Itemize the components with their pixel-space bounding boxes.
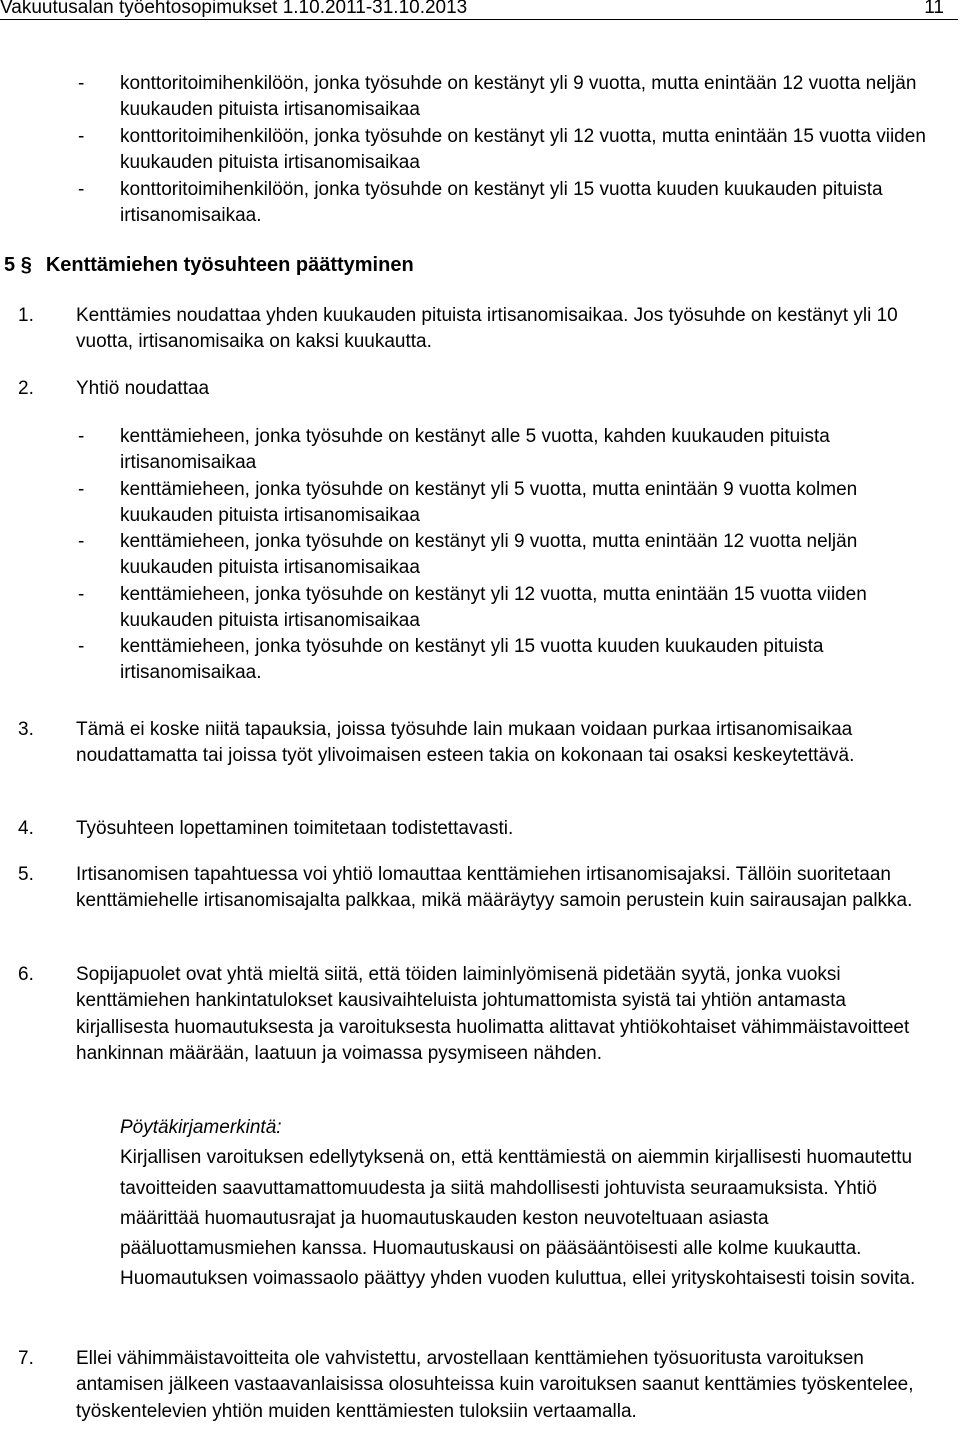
list-item bbox=[78, 477, 948, 530]
header-divider bbox=[0, 19, 958, 20]
list-dash: - bbox=[78, 531, 85, 552]
numbered-item bbox=[18, 1346, 938, 1425]
document-header-title: Vakuutusalan työehtosopimukset 1.10.2011-31.10.2013 bbox=[0, 0, 468, 18]
list-item-text: kenttämieheen, jonka työsuhde on kestänyt yli 12 vuotta, mutta enintään 15 vuotta viiden kuukauden pituista irtisanomisaikaa bbox=[120, 584, 867, 632]
list-item-text: konttoritoimihenkilöön, jonka työsuhde on kestänyt yli 15 vuotta kuuden kuukauden pituista irtisanomisaikaa. bbox=[120, 179, 883, 227]
item-text: Kenttämies noudattaa yhden kuukauden pituista irtisanomisaikaa. Jos työsuhde on kestänyt yli 10 vuotta, irtisanomisaika on kaksi kuukautta. bbox=[76, 305, 898, 353]
numbered-item bbox=[18, 717, 938, 770]
list-item bbox=[78, 634, 948, 687]
section-title: Kenttämiehen työsuhteen päättyminen bbox=[45, 254, 414, 276]
list-item bbox=[78, 582, 948, 635]
list-dash: - bbox=[78, 426, 85, 447]
item-text: Ellei vähimmäistavoitteita ole vahvistettu, arvostellaan kenttämiehen työsuoritusta varoituksen antamisen jälkeen vastaavanlaisissa olosuhteissa kuin varoituksen saanut kenttämies työskentelee, työskentelevien yhtiön muiden kenttämiesten tuloksiin vertaamalla. bbox=[76, 1348, 914, 1422]
list-item-text: kenttämieheen, jonka työsuhde on kestänyt yli 9 vuotta, mutta enintään 12 vuotta neljän kuukauden pituista irtisanomisaikaa bbox=[120, 531, 858, 579]
list-item-text: kenttämieheen, jonka työsuhde on kestänyt yli 15 vuotta kuuden kuukauden pituista irtisanomisaikaa. bbox=[120, 636, 824, 684]
note-text: Kirjallisen varoituksen edellytyksenä on, että kenttämiestä on aiemmin kirjallisesti huomautettu tavoitteiden saavuttamattomuudesta ja siitä mahdollisesti johtuvista seuraamuksista. Yhtiö määrittää huomautusrajat ja huomautuskauden keston neuvoteltuaan asiasta pääluottamusmiehen kanssa. Huomautuskausi on pääsääntöisesti alle kolme kuukautta. Huomautuksen voimassaolo päättyy yhden vuoden kuluttua, ellei yrityskohtaisesti toisin sovita. bbox=[120, 1147, 916, 1290]
item-number: 6. bbox=[18, 964, 34, 985]
list-item bbox=[78, 424, 948, 477]
protocol-note bbox=[120, 1113, 940, 1295]
section-symbol: § bbox=[20, 254, 32, 276]
list-item-text: kenttämieheen, jonka työsuhde on kestänyt yli 5 vuotta, mutta enintään 9 vuotta kolmen kuukauden pituista irtisanomisaikaa bbox=[120, 479, 858, 527]
note-title: Pöytäkirjamerkintä: bbox=[120, 1117, 282, 1138]
page-number: 11 bbox=[924, 0, 944, 18]
item-number: 4. bbox=[18, 818, 34, 839]
list-dash: - bbox=[78, 584, 85, 605]
item-number: 3. bbox=[18, 719, 34, 740]
section-heading bbox=[4, 252, 414, 278]
numbered-item bbox=[18, 376, 938, 402]
list-item bbox=[78, 177, 948, 230]
list-item bbox=[78, 71, 948, 124]
list-item bbox=[78, 529, 948, 582]
numbered-item bbox=[18, 303, 938, 356]
list-dash: - bbox=[78, 73, 85, 94]
numbered-item bbox=[18, 962, 938, 1067]
item-text: Yhtiö noudattaa bbox=[76, 378, 210, 399]
numbered-item bbox=[18, 816, 938, 842]
item-text: Tämä ei koske niitä tapauksia, joissa työsuhde lain mukaan voidaan purkaa irtisanomisaikaa noudattamatta tai joissa työt ylivoimaisen esteen takia on kokonaan tai osaksi keskeytettävä. bbox=[76, 719, 855, 767]
item-number: 7. bbox=[18, 1348, 34, 1369]
list-dash: - bbox=[78, 636, 85, 657]
list-dash: - bbox=[78, 479, 85, 500]
item-text: Irtisanomisen tapahtuessa voi yhtiö lomauttaa kenttämiehen irtisanomisajaksi. Tällöin suoritetaan kenttämiehelle irtisanomisajalta palkkaa, mikä määräytyy samoin perustein kuin sairausajan palkka. bbox=[76, 864, 913, 912]
item-number: 2. bbox=[18, 378, 34, 399]
item-number: 1. bbox=[18, 305, 34, 326]
list-item-text: kenttämieheen, jonka työsuhde on kestänyt alle 5 vuotta, kahden kuukauden pituista irtisanomisaikaa bbox=[120, 426, 830, 474]
section-number: 5 bbox=[4, 254, 16, 276]
list-item-text: konttoritoimihenkilöön, jonka työsuhde on kestänyt yli 12 vuotta, mutta enintään 15 vuotta viiden kuukauden pituista irtisanomisaikaa bbox=[120, 126, 926, 174]
list-dash: - bbox=[78, 126, 85, 147]
item-text: Työsuhteen lopettaminen toimitetaan todistettavasti. bbox=[76, 818, 514, 839]
list-dash: - bbox=[78, 179, 85, 200]
list-item bbox=[78, 124, 948, 177]
numbered-item bbox=[18, 862, 938, 915]
list-item-text: konttoritoimihenkilöön, jonka työsuhde on kestänyt yli 9 vuotta, mutta enintään 12 vuotta neljän kuukauden pituista irtisanomisaikaa bbox=[120, 73, 917, 121]
item-text: Sopijapuolet ovat yhtä mieltä siitä, että töiden laiminlyömisenä pidetään syytä, jonka vuoksi kenttämiehen hankintatulokset kausivaihteluista johtumattomista syistä tai yhtiön antamasta kirjallisesta huomautuksesta ja varoituksesta huolimatta alittavat yhtiökohtaiset vähimmäistavoitteet hankinnan määrään, laatuun ja voimassa pysymiseen nähden. bbox=[76, 964, 910, 1064]
item-number: 5. bbox=[18, 864, 34, 885]
